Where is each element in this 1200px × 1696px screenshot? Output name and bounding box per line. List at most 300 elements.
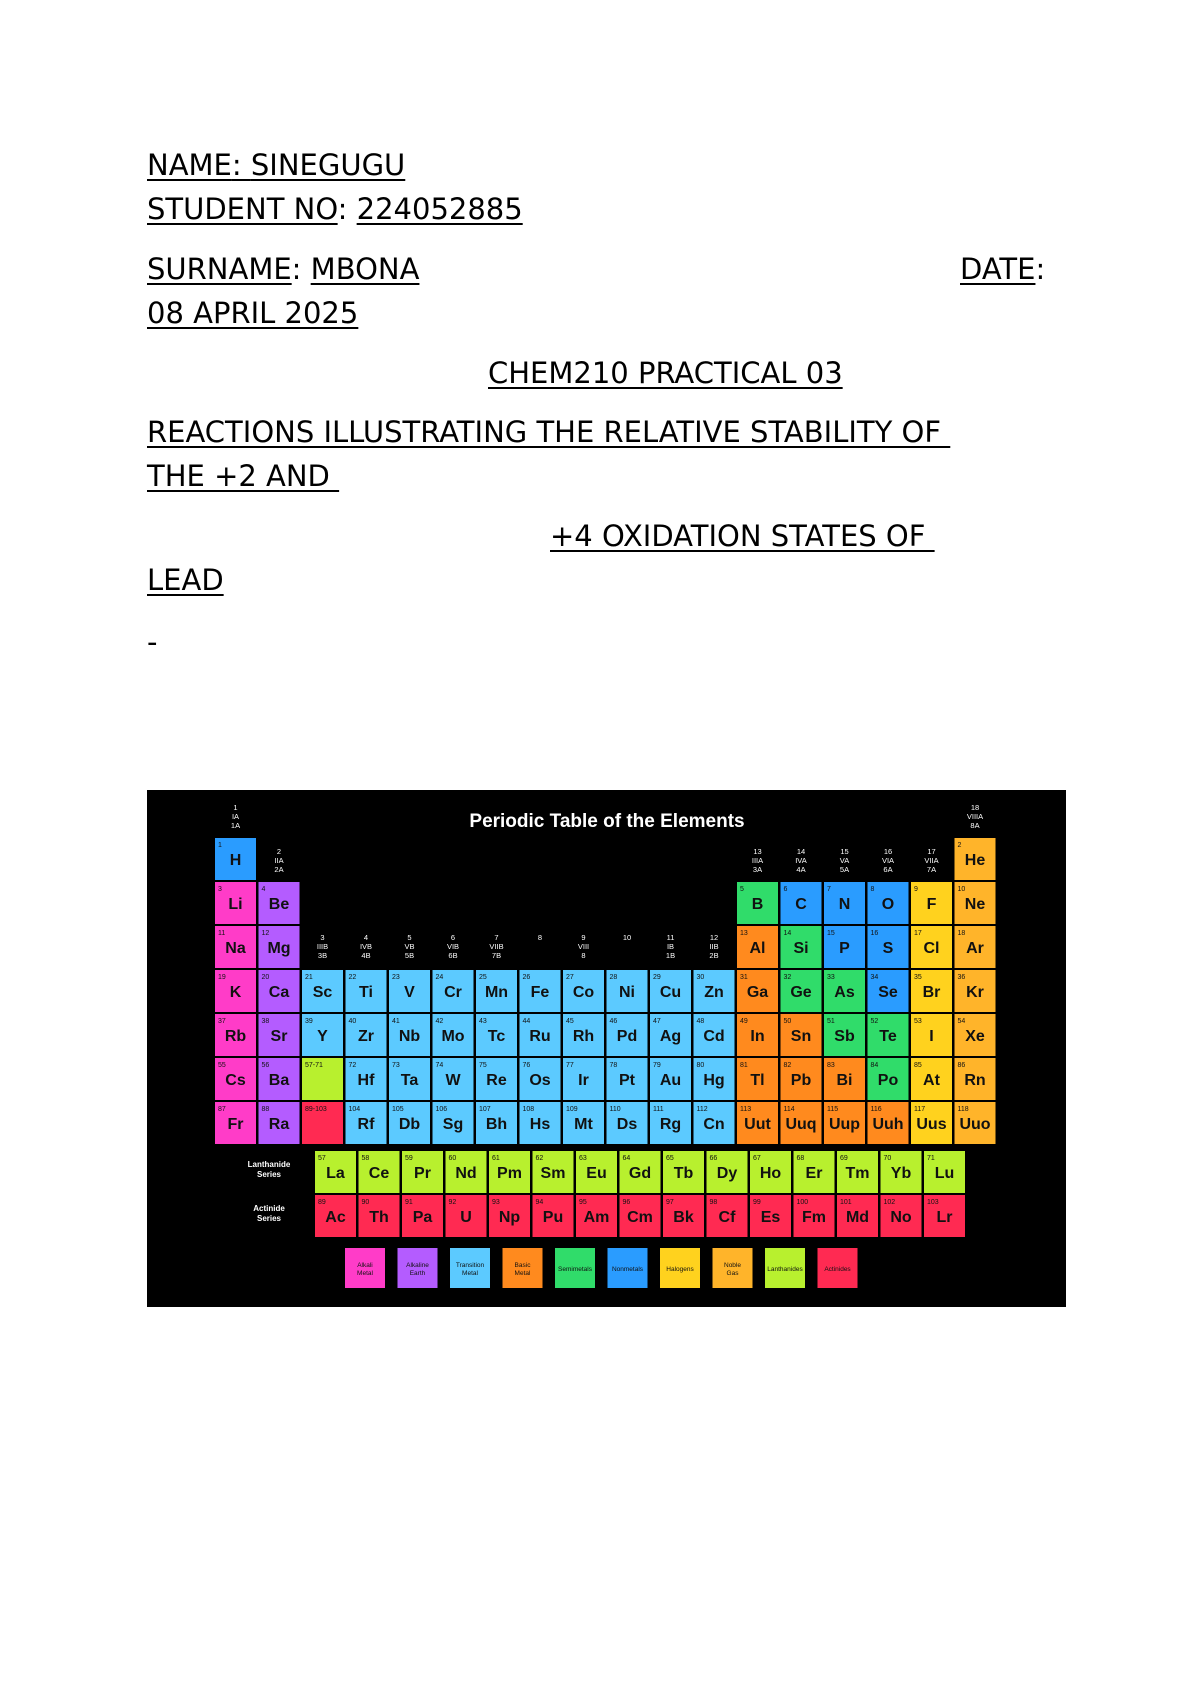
group-label-5: 5B — [404, 951, 415, 960]
element-P-number: 15 — [827, 930, 835, 937]
element-Cm-symbol: Cm — [627, 1209, 653, 1226]
element-Ga-symbol: Ga — [746, 984, 769, 1001]
report-title-line-4-text: LEAD — [147, 563, 224, 597]
element-Mn-number: 25 — [479, 974, 487, 981]
group-label-2: IIA — [274, 856, 284, 865]
element-Ce-symbol: Ce — [368, 1165, 390, 1182]
element-Er-number: 68 — [796, 1155, 805, 1162]
element-Pu-number: 94 — [535, 1199, 544, 1206]
element-Sr-number: 38 — [261, 1018, 270, 1025]
element-Sg-number: 106 — [435, 1106, 448, 1113]
element-Fr-symbol: Fr — [227, 1116, 244, 1133]
group-label-13: IIIA — [751, 856, 764, 865]
legend-label-nonmetal: Nonmetals — [611, 1266, 644, 1273]
element-Co-number: 27 — [566, 974, 574, 981]
element-Xe-symbol: Xe — [965, 1028, 985, 1045]
element-W-symbol: W — [445, 1072, 461, 1089]
element-Re-symbol: Re — [486, 1072, 507, 1089]
element-K-number: 19 — [218, 974, 226, 981]
group-label-16: VIA — [881, 856, 895, 865]
element-Pb-symbol: Pb — [790, 1072, 812, 1089]
student-no-line: STUDENT NO: 224052885 — [147, 192, 523, 226]
date-value-line — [147, 296, 358, 330]
group-label-1: 1A — [230, 821, 241, 830]
element-Np-symbol: Np — [498, 1209, 521, 1226]
element-Tb-number: 65 — [666, 1155, 674, 1162]
element-Sc-number: 21 — [305, 974, 313, 981]
group-label-6: VIB — [446, 942, 460, 951]
element-Pa-number: 91 — [405, 1199, 413, 1206]
element-Rn-symbol: Rn — [964, 1072, 986, 1089]
element-Zr-number: 40 — [348, 1018, 357, 1025]
element-I-number: 53 — [914, 1018, 922, 1025]
element-In-number: 49 — [740, 1018, 748, 1025]
element-S-number: 16 — [870, 930, 879, 937]
element-Gd-symbol: Gd — [628, 1165, 652, 1182]
element-F-number: 9 — [914, 886, 918, 893]
group-label-17: 17 — [927, 847, 936, 856]
element-Uup-number: 115 — [827, 1106, 839, 1113]
element-Rg-number: 111 — [653, 1106, 664, 1113]
element-Au-symbol: Au — [659, 1072, 682, 1089]
element-Re-number: 75 — [479, 1062, 487, 1069]
element-Ir-symbol: Ir — [578, 1072, 589, 1089]
dash-line — [147, 625, 157, 659]
group-label-15: 15 — [840, 847, 849, 856]
element-Ac-symbol: Ac — [325, 1209, 346, 1226]
legend-label-lanthanide: Lanthanides — [767, 1266, 803, 1273]
element-Eu-number: 63 — [579, 1155, 587, 1162]
legend-label-transition: Transition — [455, 1262, 485, 1269]
element-Tl-symbol: Tl — [750, 1072, 765, 1089]
element-Mt-number: 109 — [566, 1106, 578, 1113]
date-label: DATE — [960, 252, 1036, 286]
element-Ta-symbol: Ta — [400, 1072, 419, 1089]
element-Db-number: 105 — [392, 1106, 404, 1113]
legend-label-actinide: Actinides — [824, 1266, 851, 1273]
element-Cl-symbol: Cl — [923, 940, 940, 957]
group-label-7: 7 — [494, 933, 499, 942]
element-I-symbol: I — [929, 1028, 934, 1045]
element-N-symbol: N — [838, 896, 851, 913]
element-Al-number: 13 — [740, 930, 748, 937]
element-Os-number: 76 — [522, 1062, 531, 1069]
element-C-symbol: C — [795, 896, 807, 913]
element-Md-number: 101 — [840, 1199, 852, 1206]
element-Li-symbol: Li — [228, 896, 243, 913]
element-Cf-symbol: Cf — [718, 1209, 736, 1226]
element-Bh-number: 107 — [479, 1106, 491, 1113]
element-Ra-number: 88 — [261, 1106, 270, 1113]
element-Rh-symbol: Rh — [572, 1028, 595, 1045]
element-Cn-symbol: Cn — [703, 1116, 725, 1133]
element-Hs-number: 108 — [522, 1106, 535, 1113]
group-label-12: 12 — [709, 933, 719, 942]
element-Ge-symbol: Ge — [790, 984, 812, 1001]
element-Tc-number: 43 — [479, 1018, 487, 1025]
group-label-5: 5 — [407, 933, 412, 942]
group-label-9: VIII — [577, 942, 590, 951]
legend-label-halogen: Halogens — [666, 1266, 694, 1273]
element-Uuh-number: 116 — [870, 1106, 882, 1113]
group-label-9: 8 — [581, 951, 586, 960]
group-label-6: 6 — [450, 933, 456, 942]
element-Ba-symbol: Ba — [268, 1072, 290, 1089]
element-Cr-symbol: Cr — [444, 984, 462, 1001]
element-Uuo-number: 118 — [957, 1106, 969, 1113]
element-Mo-symbol: Mo — [441, 1028, 465, 1045]
element-Rh-number: 45 — [566, 1018, 574, 1025]
element-Ra-symbol: Ra — [268, 1116, 290, 1133]
group-label-9: 9 — [581, 933, 586, 942]
group-label-11: 11 — [666, 933, 675, 942]
periodic-table-image — [147, 790, 1066, 1307]
element-Tl-number: 81 — [740, 1062, 748, 1069]
element-Pr-number: 59 — [405, 1155, 413, 1162]
group-label-13: 13 — [753, 847, 762, 856]
element-Po-symbol: Po — [877, 1072, 899, 1089]
element-Zr-symbol: Zr — [358, 1028, 374, 1045]
element-Md-symbol: Md — [845, 1209, 870, 1226]
element-Rb-number: 37 — [218, 1018, 226, 1025]
element-No-symbol: No — [890, 1209, 912, 1226]
element-In-symbol: In — [750, 1028, 765, 1045]
group-label-11: 1B — [665, 951, 676, 960]
element-Bh-symbol: Bh — [485, 1116, 508, 1133]
element-Ca-number: 20 — [261, 974, 270, 981]
legend-label-basic: Basic — [514, 1262, 531, 1269]
group-label-14: 14 — [796, 847, 806, 856]
element-Sb-number: 51 — [827, 1018, 835, 1025]
element-Dy-number: 66 — [709, 1155, 718, 1162]
group-label-14: IVA — [795, 856, 807, 865]
element-Pm-number: 61 — [492, 1155, 500, 1162]
element-La-number: 57 — [318, 1155, 326, 1162]
element-Y-number: 39 — [305, 1018, 313, 1025]
element-Sc-symbol: Sc — [312, 984, 333, 1001]
element-Nd-number: 60 — [448, 1155, 457, 1162]
element-Ba-number: 56 — [261, 1062, 270, 1069]
element-Uut-number: 113 — [740, 1106, 752, 1113]
element-Ga-number: 31 — [740, 974, 748, 981]
element-Rn-number: 86 — [957, 1062, 966, 1069]
group-label-7: 7B — [491, 951, 502, 960]
element-B-symbol: B — [751, 896, 764, 913]
element-Rf-symbol: Rf — [357, 1116, 375, 1133]
legend-label-alkali: Alkali — [357, 1262, 373, 1269]
group-label-4: 4B — [361, 951, 371, 960]
element-Cn-number: 112 — [696, 1106, 708, 1113]
element-Pm-symbol: Pm — [497, 1165, 522, 1182]
element-At-number: 85 — [914, 1062, 922, 1069]
actinide-series-label: Series — [256, 1214, 282, 1223]
element-Rg-symbol: Rg — [659, 1116, 682, 1133]
element-Kr-number: 36 — [957, 974, 966, 981]
element-Al-symbol: Al — [749, 940, 766, 957]
element-Pr-symbol: Pr — [414, 1165, 431, 1182]
element-Ds-number: 110 — [609, 1106, 621, 1113]
element-Bi-symbol: Bi — [836, 1072, 853, 1089]
legend-label-alkaline: Earth — [409, 1270, 426, 1277]
group-label-3: IIIB — [316, 942, 329, 951]
report-title-line-3 — [550, 519, 935, 553]
dash-text: - — [147, 625, 158, 659]
element-Hf-symbol: Hf — [357, 1072, 375, 1089]
element-Ds-symbol: Ds — [616, 1116, 638, 1133]
element-Uus-symbol: Uus — [916, 1116, 947, 1133]
element-Cs-number: 55 — [218, 1062, 226, 1069]
element-Ho-symbol: Ho — [759, 1165, 782, 1182]
element-B-number: 5 — [740, 886, 744, 893]
element-Nb-symbol: Nb — [398, 1028, 421, 1045]
element-S-symbol: S — [882, 940, 894, 957]
element-Ca-symbol: Ca — [268, 984, 290, 1001]
element-Sn-number: 50 — [783, 1018, 792, 1025]
element-Yb-number: 70 — [883, 1155, 892, 1162]
surname-line: SURNAME: MBONA — [147, 252, 420, 286]
element-O-number: 8 — [870, 886, 875, 893]
element-Kr-symbol: Kr — [966, 984, 984, 1001]
element-Nd-symbol: Nd — [455, 1165, 477, 1182]
element-Be-symbol: Be — [268, 896, 290, 913]
element-Cu-symbol: Cu — [659, 984, 682, 1001]
surname-label: SURNAME — [147, 252, 292, 286]
lanthanide-series-label: Series — [256, 1170, 282, 1179]
group-label-15: 5A — [839, 865, 850, 874]
element-Ge-number: 32 — [783, 974, 792, 981]
element-Uut-symbol: Uut — [744, 1116, 771, 1133]
group-label-1: 1 — [233, 803, 238, 812]
element-Hg-symbol: Hg — [703, 1072, 725, 1089]
element-Na-symbol: Na — [225, 940, 246, 957]
element-Co-symbol: Co — [572, 984, 595, 1001]
element-O-symbol: O — [881, 896, 895, 913]
group-label-16: 16 — [883, 847, 893, 856]
element-Bk-symbol: Bk — [673, 1209, 694, 1226]
element-Pb-number: 82 — [783, 1062, 792, 1069]
element-Hs-symbol: Hs — [529, 1116, 551, 1133]
report-title-line-2-text: THE +2 AND — [147, 459, 340, 493]
lanthanide-series-label: Lanthanide — [247, 1160, 291, 1169]
element-Ir-number: 77 — [566, 1062, 574, 1069]
group-label-5: VB — [404, 942, 415, 951]
element-Pt-number: 78 — [609, 1062, 618, 1069]
group-label-18: 8A — [970, 821, 980, 830]
date-value: 08 APRIL 2025 — [147, 296, 359, 330]
element-Uus-number: 117 — [914, 1106, 926, 1113]
element-Si-number: 14 — [783, 930, 792, 937]
surname-value: MBONA — [310, 252, 420, 286]
element-H-symbol: H — [229, 852, 242, 869]
element-Li-number: 3 — [218, 886, 222, 893]
report-title-line-1 — [147, 415, 950, 449]
element-Sn-symbol: Sn — [790, 1028, 812, 1045]
element-Db-symbol: Db — [398, 1116, 421, 1133]
element-Gd-number: 64 — [622, 1155, 631, 1162]
element-Ru-symbol: Ru — [529, 1028, 551, 1045]
report-title-line-3-text: +4 OXIDATION STATES OF — [550, 519, 935, 553]
element-Bk-number: 97 — [666, 1199, 674, 1206]
course-title-text: CHEM210 PRACTICAL 03 — [488, 356, 843, 390]
element-W-number: 74 — [435, 1062, 444, 1069]
element-Es-number: 99 — [753, 1199, 761, 1206]
element-Sm-symbol: Sm — [540, 1165, 566, 1182]
name-label: NAME — [147, 148, 232, 182]
element-Po-number: 84 — [870, 1062, 879, 1069]
element-Ti-number: 22 — [348, 974, 357, 981]
element-La-symbol: La — [326, 1165, 345, 1182]
group-label-2: 2 — [276, 847, 282, 856]
element-At-symbol: At — [923, 1072, 940, 1089]
element-Eu-symbol: Eu — [586, 1165, 607, 1182]
element-Mn-symbol: Mn — [484, 984, 509, 1001]
element-Fe-number: 26 — [522, 974, 531, 981]
element-Ti-symbol: Ti — [359, 984, 373, 1001]
element-Zn-symbol: Zn — [704, 984, 724, 1001]
element-Ce-number: 58 — [361, 1155, 370, 1162]
element-Sr-symbol: Sr — [270, 1028, 288, 1045]
element-P-symbol: P — [839, 940, 850, 957]
element-Uuo-symbol: Uuo — [959, 1116, 991, 1133]
element-Lu-symbol: Lu — [934, 1165, 955, 1182]
element-Sg-symbol: Sg — [442, 1116, 464, 1133]
element-He-number: 2 — [957, 842, 962, 849]
element-Pu-symbol: Pu — [542, 1209, 564, 1226]
element-Se-number: 34 — [870, 974, 879, 981]
element-Ne-number: 10 — [957, 886, 966, 893]
group-label-12: IIB — [709, 942, 719, 951]
element-Ru-number: 44 — [522, 1018, 531, 1025]
element-Cs-symbol: Cs — [225, 1072, 246, 1089]
element-Rf-number: 104 — [348, 1106, 361, 1113]
group-label-17: 7A — [926, 865, 937, 874]
element-Fe-symbol: Fe — [530, 984, 550, 1001]
element-Rb-symbol: Rb — [224, 1028, 247, 1045]
legend-label-noble: Noble — [724, 1262, 741, 1269]
element-Np-number: 93 — [492, 1199, 500, 1206]
group-label-12: 2B — [709, 951, 719, 960]
group-label-10: 10 — [622, 933, 632, 942]
element-Uuh-symbol: Uuh — [872, 1116, 904, 1133]
element-Te-number: 52 — [870, 1018, 879, 1025]
element-Mg-symbol: Mg — [267, 940, 291, 957]
group-label-15: VA — [839, 856, 850, 865]
element-Br-number: 35 — [914, 974, 922, 981]
element-Er-symbol: Er — [805, 1165, 823, 1182]
element-Na-number: 11 — [218, 930, 226, 937]
element-Ho-number: 67 — [753, 1155, 761, 1162]
element-Tb-symbol: Tb — [673, 1165, 694, 1182]
element-Se-symbol: Se — [878, 984, 898, 1001]
element-N-number: 7 — [827, 886, 831, 893]
element-Au-number: 79 — [653, 1062, 661, 1069]
element-Ta-number: 73 — [392, 1062, 400, 1069]
group-label-11: IB — [666, 942, 675, 951]
element-U-number: 92 — [448, 1199, 457, 1206]
element-Ag-symbol: Ag — [659, 1028, 682, 1045]
element-Si-symbol: Si — [793, 940, 809, 957]
element-Dy-symbol: Dy — [716, 1165, 738, 1182]
element-As-number: 33 — [827, 974, 835, 981]
group-label-18: 18 — [970, 803, 980, 812]
element-Ag-number: 47 — [653, 1018, 661, 1025]
element-Y-symbol: Y — [317, 1028, 328, 1045]
element-Th-symbol: Th — [369, 1209, 389, 1226]
report-title-line-1-text: REACTIONS ILLUSTRATING THE RELATIVE STABILITY OF — [147, 415, 951, 449]
date-label-line: DATE: — [960, 252, 1046, 286]
periodic-table-title: Periodic Table of the Elements — [469, 811, 745, 832]
element-Tm-symbol: Tm — [845, 1165, 870, 1182]
element-Cf-number: 98 — [709, 1199, 718, 1206]
periodic-table-svg — [147, 790, 1066, 1307]
actinide-series-label: Actinide — [253, 1204, 285, 1213]
student-no-value: 224052885 — [356, 192, 523, 226]
element-U-symbol: U — [460, 1209, 472, 1226]
element-Nb-number: 41 — [392, 1018, 400, 1025]
group-label-2: 2A — [274, 865, 284, 874]
report-title-line-4 — [147, 563, 224, 597]
element-Pd-number: 46 — [609, 1018, 618, 1025]
legend-label-semimetal: Semimetals — [558, 1266, 592, 1273]
element-Uuq-number: 114 — [783, 1106, 795, 1113]
element-F-symbol: F — [926, 896, 937, 913]
group-label-8: 8 — [537, 933, 543, 942]
legend-label-alkali: Metal — [357, 1270, 373, 1277]
group-label-6: 6B — [448, 951, 458, 960]
group-label-13: 3A — [752, 865, 763, 874]
name-value: SINEGUGU — [250, 148, 406, 182]
element-Cm-number: 96 — [622, 1199, 631, 1206]
element-Ni-symbol: Ni — [619, 984, 635, 1001]
element-Am-number: 95 — [579, 1199, 587, 1206]
element-H-number: 1 — [218, 842, 222, 849]
element-Sb-symbol: Sb — [834, 1028, 855, 1045]
element-Xe-number: 54 — [957, 1018, 966, 1025]
element-Fm-symbol: Fm — [802, 1209, 826, 1226]
element-Lr-symbol: Lr — [936, 1209, 953, 1226]
student-no-label: STUDENT NO — [147, 192, 338, 226]
element-Th-number: 90 — [361, 1199, 370, 1206]
element-K-symbol: K — [229, 984, 242, 1001]
element-Bi-number: 83 — [827, 1062, 835, 1069]
element-As-symbol: As — [834, 984, 855, 1001]
element-He-symbol: He — [964, 852, 986, 869]
element-Hf-number: 72 — [348, 1062, 357, 1069]
group-label-4: 4 — [363, 933, 369, 942]
group-label-16: 6A — [883, 865, 893, 874]
element-Sm-number: 62 — [535, 1155, 544, 1162]
group-label-1: IA — [231, 812, 240, 821]
element-Tc-symbol: Tc — [487, 1028, 506, 1045]
element-Ac-number: 89 — [318, 1199, 326, 1206]
group-label-3: 3B — [317, 951, 328, 960]
element-Ar-symbol: Ar — [966, 940, 984, 957]
element-Cd-number: 48 — [696, 1018, 705, 1025]
element-Ni-number: 28 — [609, 974, 618, 981]
element-89-103-number: 89-103 — [305, 1106, 327, 1113]
element-Yb-symbol: Yb — [890, 1165, 912, 1182]
legend-label-alkaline: Alkaline — [406, 1262, 429, 1269]
group-label-17: VIIA — [924, 856, 939, 865]
group-label-3: 3 — [320, 933, 325, 942]
element-V-symbol: V — [404, 984, 415, 1001]
element-Cu-number: 29 — [653, 974, 661, 981]
legend-label-basic: Metal — [514, 1270, 531, 1277]
element-Mt-symbol: Mt — [574, 1116, 593, 1133]
element-Cl-number: 17 — [914, 930, 922, 937]
name-line: NAME: SINEGUGU — [147, 148, 406, 182]
element-Mo-number: 42 — [435, 1018, 444, 1025]
